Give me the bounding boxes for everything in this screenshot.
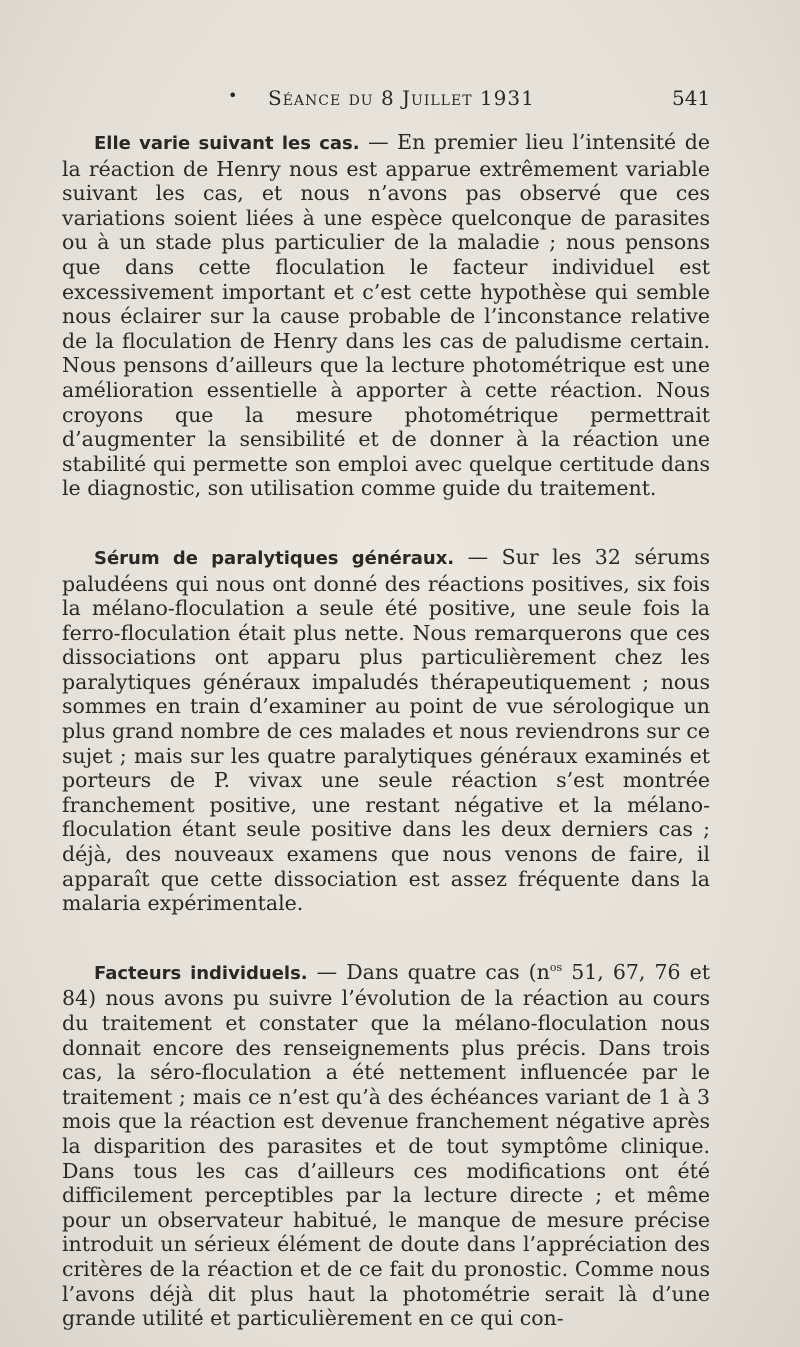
paragraph-text: — Sur les 32 sérums paludéens qui nous ont donné des réactions positives, six fois la mélano-floculation a seule été positive, une seule fois la ferro-floculation était plus nette. Nous remarquerons que ces dissociations ont apparu plus particulièrement chez les paralytiques généraux impaludés thérapeutiquement ; nous sommes en train d’examiner au point de vue sérologique un plus grand nombre de ces malades et nous reviendrons sur ce sujet ; mais sur les quatre paralytiques généraux examinés et porteurs de P. vivax une seule réaction s’est montrée franchement positive, une restant négative et la mélano-floculation étant seule positive dans les deux derniers cas ; déjà, des nouveaux examens que nous venons de faire, il apparaît que cette dissociation est assez fréquente dans la malaria expérimentale. bbox=[62, 544, 710, 916]
body-text bbox=[62, 130, 710, 1331]
running-header bbox=[0, 84, 800, 114]
paragraph-text-start: — Dans quatre cas (n bbox=[307, 959, 550, 984]
header-title: Séance du 8 Juillet 1931 bbox=[268, 86, 535, 110]
superscript: os bbox=[549, 960, 563, 974]
paragraph-lead: Facteurs individuels. bbox=[94, 962, 308, 984]
paragraph-lead: Elle varie suivant les cas. bbox=[94, 133, 360, 154]
paragraph-paralytic-sera bbox=[62, 545, 710, 916]
paragraph-text: 51, 67, 76 et 84) nous avons pu suivre l’évolution de la réaction au cours du traitement et constater que la mélano-floculation nous donnait encore des renseignements plus précis. Dans trois cas, la séro-floculation a été nettement influencée par le traitement ; mais ce n’est qu’à des échéances variant de 1 à 3 mois que la réaction est devenue franchement négative après la disparition des parasites et de tout symptôme clinique. Dans tous les cas d’ailleurs ces modifications ont été difficilement perceptibles par la lecture directe ; et même pour un observateur habitué, le manque de mesure précise introduit un sérieux élément de doute dans l’appréciation des critères de la réaction et de ce fait du pronostic. Comme nous l’avons déjà dit plus haut la photométrie serait là d’une grande utilité et particulièrement en ce qui con- bbox=[62, 959, 710, 1331]
paragraph-text: — En premier lieu l’intensité de la réaction de Henry nous est apparue extrêmement variable suivant les cas, et nous n’avons pas observé que ces variations soient liées à une espèce quelconque de parasites ou à un stade plus particulier de la maladie ; nous pensons que dans cette floculation le facteur individuel est excessivement important et c’est cette hypothèse qui semble nous éclairer sur la cause probable de l’inconstance relative de la floculation de Henry dans les cas de paludisme certain. Nous pensons d’ailleurs que la lecture photométrique est une amélioration essentielle à apporter à cette réaction. Nous croyons que la mesure photométrique permettrait d’augmenter la sensibilité et de donner à la réaction une stabilité qui permette son emploi avec quelque certitude dans le diagnostic, son utilisation comme guide du traitement. bbox=[62, 130, 710, 501]
page-number: 541 bbox=[672, 86, 711, 110]
paragraph-variation bbox=[62, 130, 710, 501]
header-bullet: • bbox=[228, 86, 238, 105]
paragraph-individual-factors bbox=[62, 960, 710, 1331]
paragraph-lead: Sérum de paralytiques généraux. bbox=[94, 547, 455, 569]
